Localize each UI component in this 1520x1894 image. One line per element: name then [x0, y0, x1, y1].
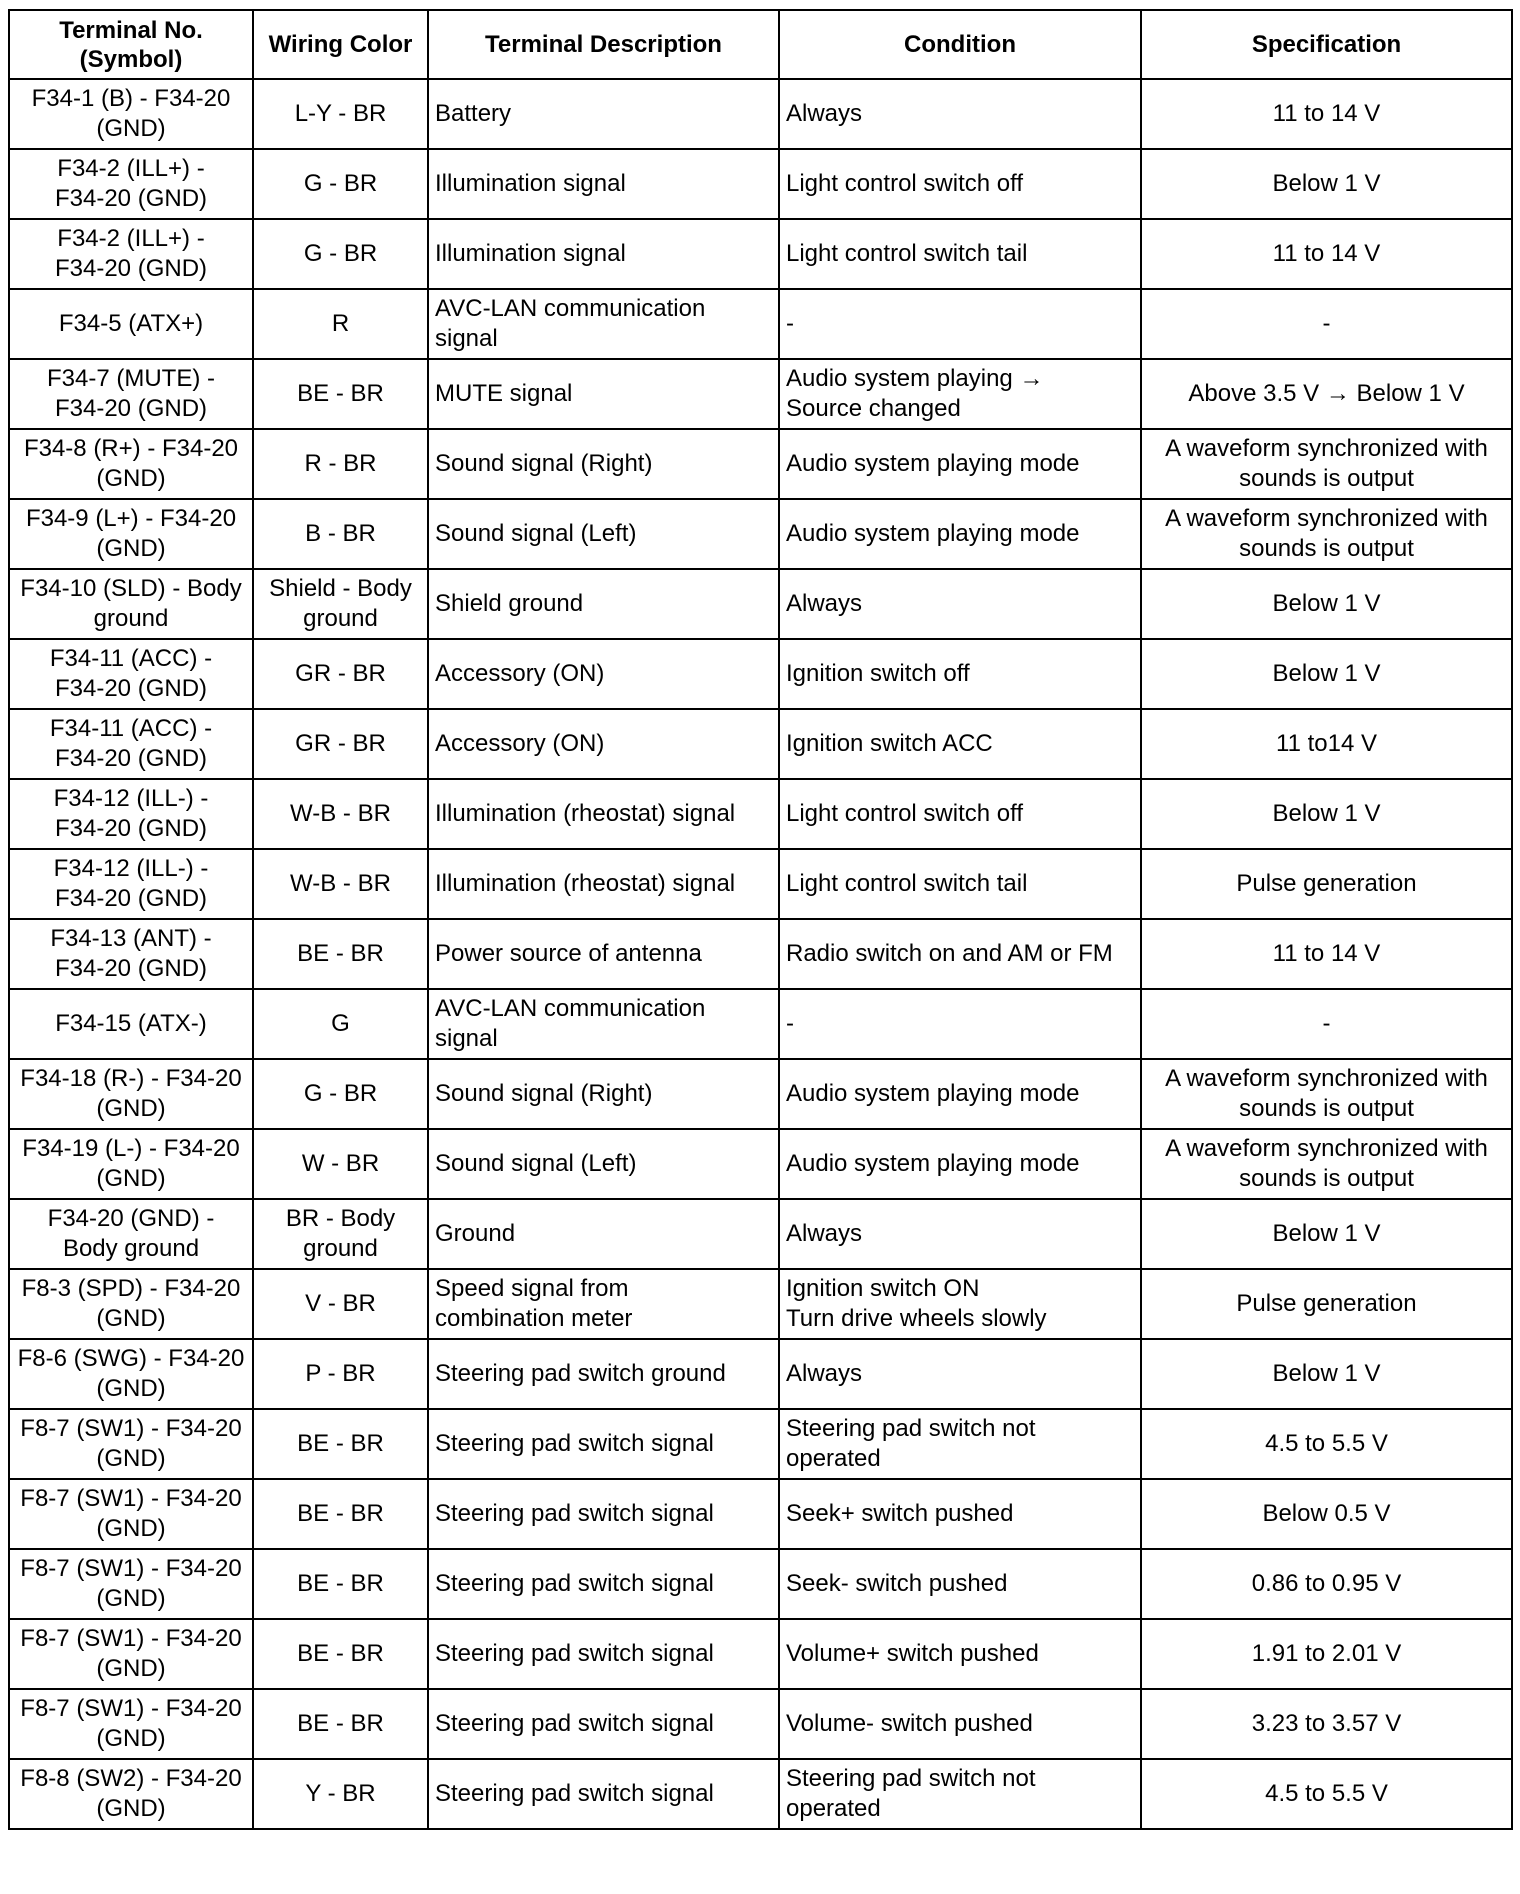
cell-condition: Light control switch tail	[779, 849, 1141, 919]
cell-specification: Below 1 V	[1141, 1199, 1512, 1269]
cell-specification: 11 to14 V	[1141, 709, 1512, 779]
table-row	[9, 1199, 1512, 1269]
cell-terminal: F34-13 (ANT) - F34-20 (GND)	[9, 919, 253, 989]
cell-terminal: F34-10 (SLD) - Body ground	[9, 569, 253, 639]
cell-condition: Steering pad switch not operated	[779, 1409, 1141, 1479]
cell-condition: Radio switch on and AM or FM	[779, 919, 1141, 989]
cell-terminal: F34-1 (B) - F34-20 (GND)	[9, 79, 253, 149]
cell-wiring-color: GR - BR	[253, 709, 428, 779]
cell-terminal: F34-18 (R-) - F34-20 (GND)	[9, 1059, 253, 1129]
cell-specification: Below 1 V	[1141, 149, 1512, 219]
cell-condition: Seek- switch pushed	[779, 1549, 1141, 1619]
cell-terminal: F8-3 (SPD) - F34-20 (GND)	[9, 1269, 253, 1339]
cell-terminal-description: Steering pad switch signal	[428, 1689, 779, 1759]
cell-terminal-description: Steering pad switch signal	[428, 1409, 779, 1479]
cell-specification: Below 1 V	[1141, 569, 1512, 639]
cell-wiring-color: P - BR	[253, 1339, 428, 1409]
cell-condition: Always	[779, 79, 1141, 149]
table-row	[9, 1409, 1512, 1479]
cell-terminal: F34-15 (ATX-)	[9, 989, 253, 1059]
terminal-spec-table	[8, 9, 1513, 1830]
cell-terminal: F34-11 (ACC) - F34-20 (GND)	[9, 709, 253, 779]
cell-terminal: F34-8 (R+) - F34-20 (GND)	[9, 429, 253, 499]
cell-condition: Always	[779, 1339, 1141, 1409]
table-row	[9, 1619, 1512, 1689]
cell-condition: Always	[779, 1199, 1141, 1269]
cell-wiring-color: BE - BR	[253, 1549, 428, 1619]
cell-terminal: F8-7 (SW1) - F34-20 (GND)	[9, 1619, 253, 1689]
table-row	[9, 359, 1512, 429]
table-row	[9, 289, 1512, 359]
cell-terminal: F8-7 (SW1) - F34-20 (GND)	[9, 1549, 253, 1619]
cell-terminal-description: Sound signal (Left)	[428, 1129, 779, 1199]
cell-terminal-description: Illumination (rheostat) signal	[428, 849, 779, 919]
table-row	[9, 709, 1512, 779]
cell-terminal: F34-9 (L+) - F34-20 (GND)	[9, 499, 253, 569]
header-terminal: Terminal No. (Symbol)	[9, 10, 253, 79]
cell-wiring-color: L-Y - BR	[253, 79, 428, 149]
cell-specification: A waveform synchronized with sounds is output	[1141, 499, 1512, 569]
cell-specification: 11 to 14 V	[1141, 219, 1512, 289]
cell-wiring-color: BE - BR	[253, 919, 428, 989]
cell-specification: Below 0.5 V	[1141, 1479, 1512, 1549]
cell-specification: Below 1 V	[1141, 639, 1512, 709]
cell-specification: -	[1141, 989, 1512, 1059]
cell-wiring-color: R - BR	[253, 429, 428, 499]
cell-condition: Audio system playing mode	[779, 429, 1141, 499]
cell-terminal-description: Steering pad switch ground	[428, 1339, 779, 1409]
table-body	[9, 79, 1512, 1829]
table-row	[9, 1689, 1512, 1759]
header-row	[9, 10, 1512, 79]
cell-wiring-color: G - BR	[253, 1059, 428, 1129]
cell-condition: Light control switch off	[779, 149, 1141, 219]
header-condition: Condition	[779, 10, 1141, 79]
cell-terminal-description: Speed signal from combination meter	[428, 1269, 779, 1339]
cell-terminal-description: Ground	[428, 1199, 779, 1269]
cell-condition: Audio system playing → Source changed	[779, 359, 1141, 429]
table-row	[9, 1059, 1512, 1129]
cell-wiring-color: B - BR	[253, 499, 428, 569]
cell-condition: Light control switch tail	[779, 219, 1141, 289]
cell-terminal-description: Shield ground	[428, 569, 779, 639]
cell-terminal: F34-5 (ATX+)	[9, 289, 253, 359]
cell-wiring-color: BR - Body ground	[253, 1199, 428, 1269]
cell-terminal-description: Sound signal (Right)	[428, 1059, 779, 1129]
cell-terminal-description: Steering pad switch signal	[428, 1759, 779, 1829]
cell-terminal: F34-12 (ILL-) - F34-20 (GND)	[9, 849, 253, 919]
cell-condition: Seek+ switch pushed	[779, 1479, 1141, 1549]
cell-terminal-description: Accessory (ON)	[428, 639, 779, 709]
cell-terminal: F34-2 (ILL+) - F34-20 (GND)	[9, 149, 253, 219]
table-row	[9, 219, 1512, 289]
table-row	[9, 989, 1512, 1059]
cell-terminal-description: AVC-LAN communication signal	[428, 989, 779, 1059]
cell-specification: Pulse generation	[1141, 1269, 1512, 1339]
cell-condition: Ignition switch off	[779, 639, 1141, 709]
cell-specification: 0.86 to 0.95 V	[1141, 1549, 1512, 1619]
table-row	[9, 499, 1512, 569]
cell-specification: A waveform synchronized with sounds is output	[1141, 1129, 1512, 1199]
cell-terminal: F34-11 (ACC) - F34-20 (GND)	[9, 639, 253, 709]
table-row	[9, 1549, 1512, 1619]
table-row	[9, 1129, 1512, 1199]
cell-terminal-description: Battery	[428, 79, 779, 149]
cell-specification: Pulse generation	[1141, 849, 1512, 919]
cell-terminal-description: AVC-LAN communication signal	[428, 289, 779, 359]
cell-terminal-description: Steering pad switch signal	[428, 1549, 779, 1619]
cell-wiring-color: BE - BR	[253, 1479, 428, 1549]
table-row	[9, 79, 1512, 149]
cell-specification: Below 1 V	[1141, 1339, 1512, 1409]
cell-condition: Volume- switch pushed	[779, 1689, 1141, 1759]
cell-specification: 4.5 to 5.5 V	[1141, 1409, 1512, 1479]
cell-terminal: F8-7 (SW1) - F34-20 (GND)	[9, 1479, 253, 1549]
cell-wiring-color: W-B - BR	[253, 779, 428, 849]
table-row	[9, 779, 1512, 849]
cell-terminal-description: Steering pad switch signal	[428, 1619, 779, 1689]
cell-terminal: F34-7 (MUTE) - F34-20 (GND)	[9, 359, 253, 429]
cell-wiring-color: G	[253, 989, 428, 1059]
cell-wiring-color: G - BR	[253, 149, 428, 219]
cell-terminal: F34-19 (L-) - F34-20 (GND)	[9, 1129, 253, 1199]
table-row	[9, 1269, 1512, 1339]
cell-terminal-description: Power source of antenna	[428, 919, 779, 989]
cell-condition: -	[779, 289, 1141, 359]
cell-wiring-color: BE - BR	[253, 1689, 428, 1759]
cell-condition: -	[779, 989, 1141, 1059]
cell-specification: 11 to 14 V	[1141, 919, 1512, 989]
cell-terminal: F8-7 (SW1) - F34-20 (GND)	[9, 1689, 253, 1759]
cell-terminal-description: Sound signal (Left)	[428, 499, 779, 569]
cell-wiring-color: W-B - BR	[253, 849, 428, 919]
cell-specification: 4.5 to 5.5 V	[1141, 1759, 1512, 1829]
cell-condition: Audio system playing mode	[779, 1059, 1141, 1129]
table-row	[9, 849, 1512, 919]
cell-condition: Light control switch off	[779, 779, 1141, 849]
cell-condition: Audio system playing mode	[779, 499, 1141, 569]
table-row	[9, 429, 1512, 499]
cell-specification: 1.91 to 2.01 V	[1141, 1619, 1512, 1689]
table-row	[9, 1339, 1512, 1409]
cell-terminal: F8-6 (SWG) - F34-20 (GND)	[9, 1339, 253, 1409]
cell-terminal-description: Accessory (ON)	[428, 709, 779, 779]
cell-condition: Audio system playing mode	[779, 1129, 1141, 1199]
cell-wiring-color: Shield - Body ground	[253, 569, 428, 639]
cell-wiring-color: R	[253, 289, 428, 359]
cell-wiring-color: Y - BR	[253, 1759, 428, 1829]
header-terminal-description: Terminal Description	[428, 10, 779, 79]
cell-terminal-description: Steering pad switch signal	[428, 1479, 779, 1549]
cell-terminal-description: Illumination signal	[428, 219, 779, 289]
cell-wiring-color: BE - BR	[253, 359, 428, 429]
cell-terminal: F8-8 (SW2) - F34-20 (GND)	[9, 1759, 253, 1829]
cell-specification: Above 3.5 V → Below 1 V	[1141, 359, 1512, 429]
table-row	[9, 569, 1512, 639]
cell-specification: 3.23 to 3.57 V	[1141, 1689, 1512, 1759]
cell-condition: Ignition switch ACC	[779, 709, 1141, 779]
cell-wiring-color: GR - BR	[253, 639, 428, 709]
cell-wiring-color: BE - BR	[253, 1619, 428, 1689]
cell-terminal: F8-7 (SW1) - F34-20 (GND)	[9, 1409, 253, 1479]
cell-condition: Volume+ switch pushed	[779, 1619, 1141, 1689]
table-row	[9, 919, 1512, 989]
table-row	[9, 1479, 1512, 1549]
table-row	[9, 1759, 1512, 1829]
cell-terminal: F34-12 (ILL-) - F34-20 (GND)	[9, 779, 253, 849]
cell-terminal: F34-20 (GND) - Body ground	[9, 1199, 253, 1269]
cell-wiring-color: W - BR	[253, 1129, 428, 1199]
cell-wiring-color: BE - BR	[253, 1409, 428, 1479]
cell-terminal: F34-2 (ILL+) - F34-20 (GND)	[9, 219, 253, 289]
cell-specification: A waveform synchronized with sounds is output	[1141, 429, 1512, 499]
cell-terminal-description: Sound signal (Right)	[428, 429, 779, 499]
cell-terminal-description: Illumination signal	[428, 149, 779, 219]
cell-specification: Below 1 V	[1141, 779, 1512, 849]
cell-condition: Steering pad switch not operated	[779, 1759, 1141, 1829]
cell-terminal-description: MUTE signal	[428, 359, 779, 429]
table-row	[9, 149, 1512, 219]
cell-terminal-description: Illumination (rheostat) signal	[428, 779, 779, 849]
cell-wiring-color: V - BR	[253, 1269, 428, 1339]
cell-specification: A waveform synchronized with sounds is output	[1141, 1059, 1512, 1129]
header-wiring-color: Wiring Color	[253, 10, 428, 79]
header-specification: Specification	[1141, 10, 1512, 79]
cell-wiring-color: G - BR	[253, 219, 428, 289]
table-row	[9, 639, 1512, 709]
cell-condition: Always	[779, 569, 1141, 639]
cell-specification: 11 to 14 V	[1141, 79, 1512, 149]
cell-condition: Ignition switch ON Turn drive wheels slowly	[779, 1269, 1141, 1339]
cell-specification: -	[1141, 289, 1512, 359]
